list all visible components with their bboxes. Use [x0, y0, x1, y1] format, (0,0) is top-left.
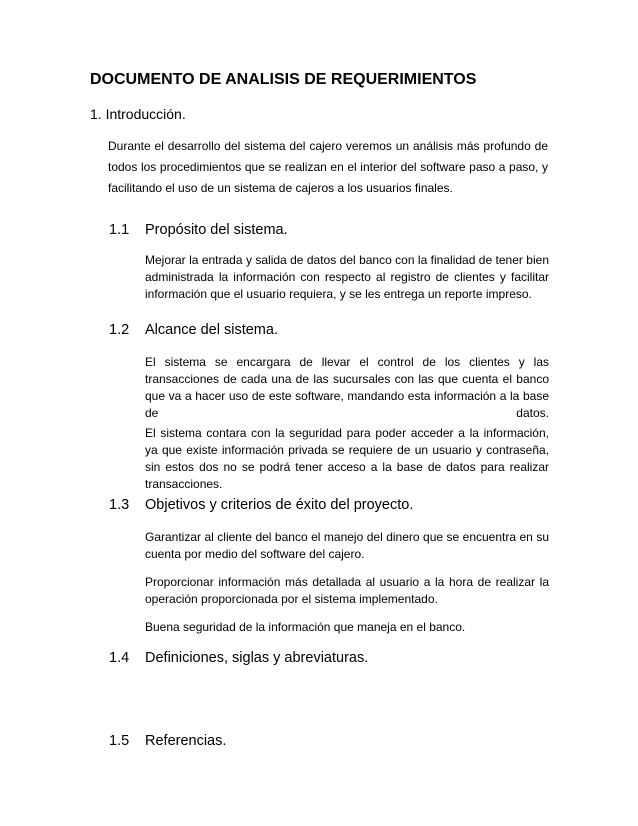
section-title: Propósito del sistema. — [145, 222, 288, 238]
section-paragraph: El sistema contara con la seguridad para poder acceder a la información, ya que existe información privada se requiere de un usuario y contraseña, sin estos dos no se podrá tener acceso a la base de datos para realizar transacciones. — [145, 426, 549, 491]
section-paragraph: Mejorar la entrada y salida de datos del banco con la finalidad de tener bien administrada la información con respecto al registro de clientes y facilitar información que el usuario requiera, y se les entrega un reporte impreso. — [145, 253, 549, 301]
section-paragraph: Garantizar al cliente del banco el manejo del dinero que se encuentra en su cuenta por medio del software del cajero. — [145, 530, 549, 561]
section-number: 1.1 — [109, 222, 130, 238]
section-number: 1.2 — [109, 322, 130, 338]
section-number: 1.3 — [109, 497, 130, 513]
intro-heading: 1. Introducción. — [90, 106, 186, 122]
section-title: Definiciones, siglas y abreviaturas. — [145, 650, 369, 666]
section-title: Objetivos y criterios de éxito del proyecto. — [145, 497, 414, 513]
section-title: Alcance del sistema. — [145, 322, 278, 338]
section-paragraph: El sistema se encargara de llevar el control de los clientes y las transacciones de cada una de las sucursales con las que cuenta el banco que va a hacer uso de este software, mandando esta información a la base de datos. — [145, 355, 549, 420]
intro-paragraph: Durante el desarrollo del sistema del cajero veremos un análisis más profundo de todos los procedimientos que se realizan en el interior del software paso a paso, y facilitando el uso de un sistema de cajeros a los usuarios finales. — [108, 139, 548, 195]
section-paragraph: Proporcionar información más detallada al usuario a la hora de realizar la operación proporcionada por el sistema implementado. — [145, 575, 549, 606]
section-number: 1.5 — [109, 733, 130, 749]
section-number: 1.4 — [109, 650, 130, 666]
section-paragraph: Buena seguridad de la información que maneja en el banco. — [145, 620, 466, 634]
document-title: DOCUMENTO DE ANALISIS DE REQUERIMIENTOS — [90, 71, 477, 88]
section-title: Referencias. — [145, 733, 227, 749]
